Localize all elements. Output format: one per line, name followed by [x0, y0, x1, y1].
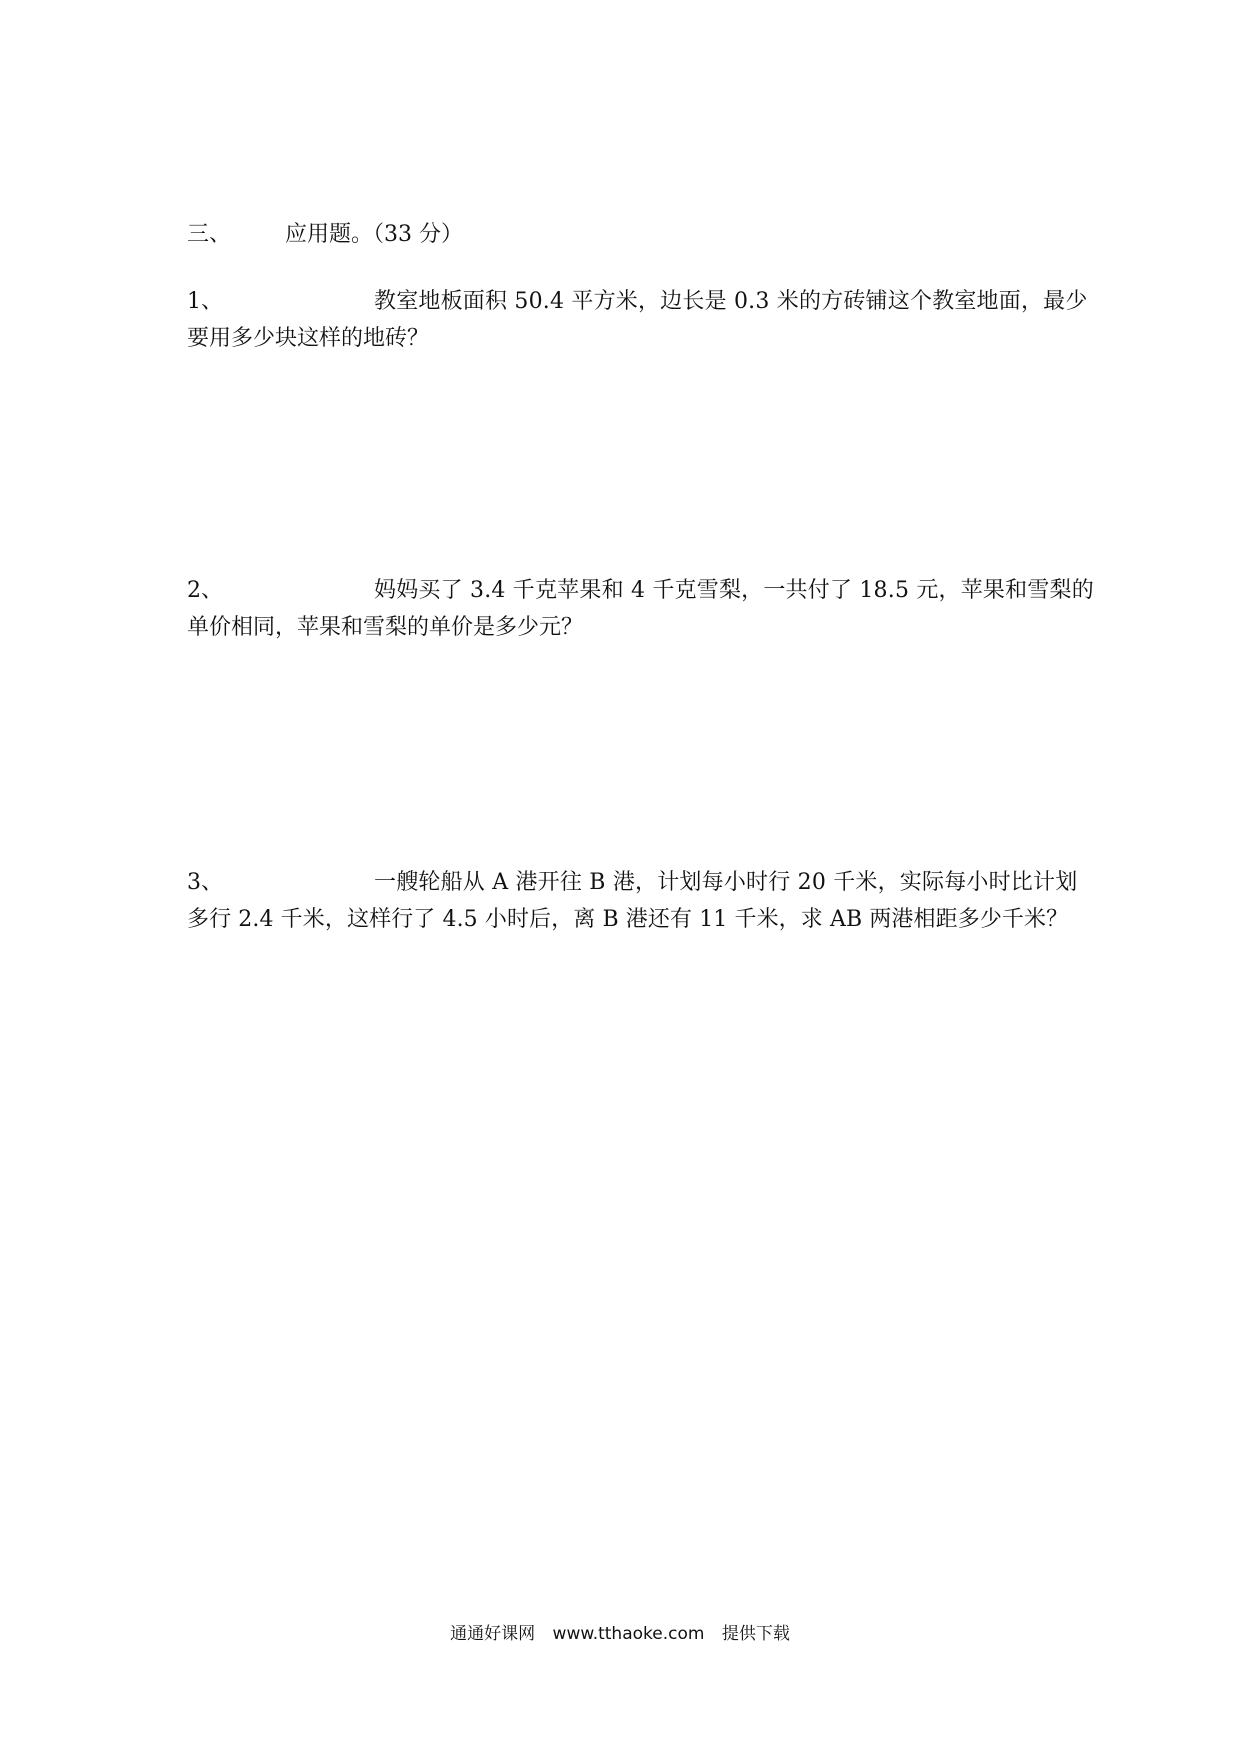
footer-url-link[interactable]: www.tthaoke.com	[552, 1624, 705, 1644]
question-text-line-2: 多行 2.4 千米，这样行了 4.5 小时后，离 B 港还有 11 千米，求 AB 两港相距多少千米？	[187, 907, 1069, 932]
page-footer	[0, 1622, 1240, 1646]
section-number: 三、	[187, 222, 232, 247]
question-text-line-1: 妈妈买了 3.4 千克苹果和 4 千克雪梨，一共付了 18.5 元，苹果和雪梨的	[374, 578, 1094, 603]
question-number: 1、	[187, 289, 223, 314]
question-text-line-1: 教室地板面积 50.4 平方米，边长是 0.3 米的方砖铺这个教室地面，最少	[374, 289, 1088, 314]
section-title: 应用题。（33 分）	[285, 222, 463, 247]
question-text-line-2: 要用多少块这样的地砖？	[187, 326, 430, 351]
footer-suffix: 提供下载	[721, 1624, 790, 1644]
question-text-line-2: 单价相同，苹果和雪梨的单价是多少元？	[187, 615, 584, 640]
question-number: 3、	[187, 870, 223, 895]
question-number: 2、	[187, 578, 223, 603]
footer-site-name: 通通好课网	[450, 1624, 536, 1644]
question-text-line-1: 一艘轮船从 A 港开往 B 港，计划每小时行 20 千米，实际每小时比计划	[374, 870, 1078, 895]
